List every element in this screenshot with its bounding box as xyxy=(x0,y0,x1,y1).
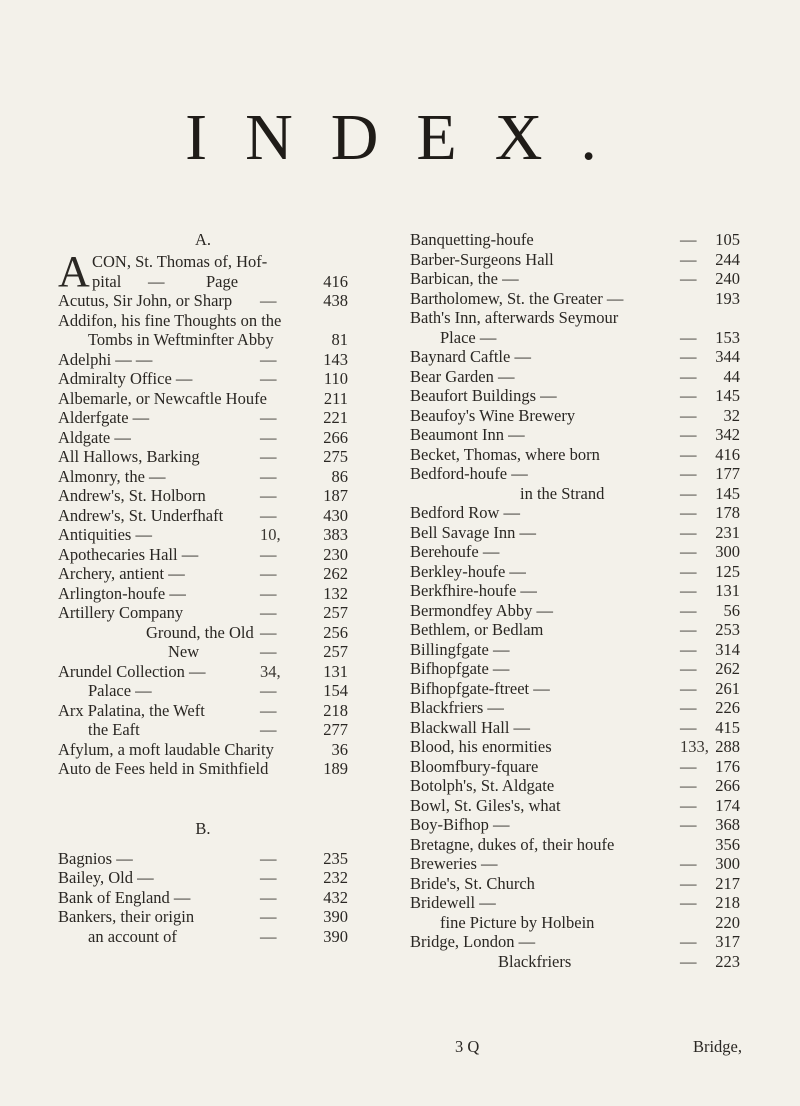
entry-text: Beaufort Buildings — xyxy=(410,386,557,405)
index-entry xyxy=(58,623,348,643)
entry-text: the Eaft xyxy=(88,720,140,739)
entry-text: Bowl, St. Giles's, what xyxy=(410,795,561,815)
entry-text: Antiquities — xyxy=(58,525,152,544)
entry-dash: — xyxy=(680,951,697,971)
page-number: 132 xyxy=(323,583,348,603)
index-entry xyxy=(58,681,348,701)
entry-text: in the Strand xyxy=(520,483,605,503)
page-title: INDEX. xyxy=(185,101,635,174)
index-entry xyxy=(410,269,740,289)
drop-cap: A xyxy=(58,247,90,296)
index-entry xyxy=(410,562,740,582)
page-number: 244 xyxy=(715,249,740,269)
index-entry xyxy=(410,367,740,387)
entry-text: Billingfgate — xyxy=(410,639,510,659)
page-number: 266 xyxy=(323,427,348,447)
page-number: 105 xyxy=(715,230,740,249)
entry-dash: — xyxy=(680,444,697,464)
entry-text: Adelphi — — xyxy=(58,349,153,369)
index-entry xyxy=(410,776,740,796)
page-number: 356 xyxy=(715,834,740,854)
page-number: 257 xyxy=(323,642,348,661)
left-column xyxy=(58,230,348,946)
page-number: 344 xyxy=(715,347,740,366)
entry-text: Bath's Inn, afterwards Seymour xyxy=(410,308,619,327)
page-number: 342 xyxy=(715,425,740,444)
index-entry xyxy=(410,874,740,894)
page-number: 125 xyxy=(715,561,740,581)
spacer xyxy=(58,841,348,849)
index-entry xyxy=(410,640,740,660)
entry-dash: 34, xyxy=(260,661,281,681)
entry-text: Berkfhire-houfe — xyxy=(410,581,537,600)
page-number: 235 xyxy=(323,848,348,868)
entry-dash: — xyxy=(680,854,697,873)
page-number: 110 xyxy=(323,369,348,388)
index-entry xyxy=(58,603,348,623)
index-entry xyxy=(58,701,348,721)
index-entry xyxy=(410,932,740,952)
index-entry xyxy=(410,679,740,699)
entry-text: Bethlem, or Bedlam xyxy=(410,620,544,639)
page-number: 221 xyxy=(323,408,348,427)
page-number: 187 xyxy=(323,486,348,505)
entry-text: Baynard Caftle — xyxy=(410,347,531,366)
entry-dash: — xyxy=(680,873,697,893)
entry-dash: — xyxy=(260,681,277,700)
index-entry xyxy=(58,720,348,740)
entry-dash: — xyxy=(260,907,277,926)
page-number: 145 xyxy=(715,386,740,405)
page-number: 256 xyxy=(323,622,348,642)
page-number: 317 xyxy=(715,932,740,951)
page-number: 368 xyxy=(715,815,740,834)
entry-text: Tombs in Weftminfter Abby xyxy=(88,330,274,349)
entry-text: Bridewell — xyxy=(410,893,496,912)
index-entry xyxy=(410,893,740,913)
index-entry xyxy=(410,601,740,621)
entry-text: Afylum, a moft laudable Charity xyxy=(58,739,274,759)
entry-text: Bailey, Old — xyxy=(58,868,154,887)
entry-text: Bell Savage Inn — xyxy=(410,522,537,542)
spacer xyxy=(58,779,348,819)
right-column xyxy=(410,230,740,971)
entry-text: Bankers, their origin xyxy=(58,907,195,926)
entry-text: Bifhopfgate — xyxy=(410,659,510,678)
index-entry xyxy=(410,620,740,640)
page-number: 218 xyxy=(323,700,348,720)
entry-text: Aldgate — xyxy=(58,427,131,447)
entry-dash: — xyxy=(260,369,277,388)
page-number: 189 xyxy=(323,759,348,778)
entry-text: Arundel Collection — xyxy=(58,661,206,681)
entry-dash: — xyxy=(680,756,697,776)
page-number: 86 xyxy=(331,466,348,486)
entry-dash: — xyxy=(680,366,697,386)
index-entry xyxy=(410,464,740,484)
index-entry xyxy=(58,740,348,760)
entry-text: Auto de Fees held in Smithfield xyxy=(58,759,269,778)
index-entry xyxy=(410,757,740,777)
entry-dash: — xyxy=(680,600,697,620)
page-number: 253 xyxy=(715,620,740,639)
entry-dash: — xyxy=(680,795,697,815)
entry-dash: — xyxy=(260,642,277,661)
entry-text: Apothecaries Hall — xyxy=(58,544,199,564)
page-number: 211 xyxy=(323,388,348,408)
entry-text: Ground, the Old xyxy=(146,622,254,642)
index-entry xyxy=(58,888,348,908)
entry-dash: 10, xyxy=(260,525,281,544)
page-number: 143 xyxy=(323,349,348,369)
entry-dash: — xyxy=(260,720,277,739)
entry-text: Palace — xyxy=(88,681,152,700)
index-entry xyxy=(410,542,740,562)
entry-dash: — xyxy=(680,347,697,366)
page-number: 193 xyxy=(715,288,740,308)
entry-text: Place — xyxy=(440,327,497,347)
entry-text: Blackfriers — xyxy=(410,698,504,717)
entry-dash: — xyxy=(260,868,277,887)
index-entry xyxy=(410,835,740,855)
entry-dash: — xyxy=(260,603,277,622)
page-number: 383 xyxy=(323,525,348,544)
entry-dash: — xyxy=(680,932,697,951)
entry-text: Admiralty Office — xyxy=(58,369,193,388)
entry-dash: 133, xyxy=(680,737,709,756)
index-entry xyxy=(58,545,348,565)
entry-dash: — xyxy=(260,466,277,486)
page-number: 240 xyxy=(715,269,740,288)
entry-dash: — xyxy=(680,230,697,249)
entry-dash: — xyxy=(680,678,697,698)
entry-dash: — xyxy=(680,581,697,600)
entry-text: Albemarle, or Newcaftle Houfe xyxy=(58,388,267,408)
page-number: 261 xyxy=(715,678,740,698)
index-entry xyxy=(410,386,740,406)
page-number: 177 xyxy=(715,464,740,483)
page-number: 275 xyxy=(323,447,348,466)
page-number: 131 xyxy=(323,661,348,681)
index-entry xyxy=(410,854,740,874)
entry-text: Beaufoy's Wine Brewery xyxy=(410,405,576,425)
entry-dash: — xyxy=(148,271,165,291)
page-number: 416 xyxy=(715,444,740,464)
index-entry xyxy=(58,584,348,604)
entry-text: Blackwall Hall — xyxy=(410,717,531,737)
index-entry xyxy=(58,907,348,927)
index-entry xyxy=(58,330,348,350)
page-number: 314 xyxy=(715,639,740,659)
index-entry xyxy=(410,250,740,270)
page-number: 56 xyxy=(723,600,740,620)
entry-text: Arlington-houfe — xyxy=(58,583,186,603)
page-number: 223 xyxy=(715,951,740,971)
page-number: 416 xyxy=(323,271,348,291)
entry-text: Addifon, his fine Thoughts on the xyxy=(58,310,282,330)
entry-dash: — xyxy=(260,408,277,427)
index-entry xyxy=(410,230,740,250)
index-entry xyxy=(58,849,348,869)
index-entry xyxy=(58,642,348,662)
index-entry xyxy=(410,718,740,738)
page-number: 300 xyxy=(715,542,740,561)
index-entry xyxy=(410,289,740,309)
entry-dash: — xyxy=(260,622,277,642)
page-number: 217 xyxy=(715,873,740,893)
index-entry xyxy=(410,406,740,426)
page-number: 218 xyxy=(715,893,740,912)
page-number: 262 xyxy=(715,659,740,678)
catchword: Bridge, xyxy=(692,1037,742,1056)
index-entry xyxy=(58,389,348,409)
page-number: 178 xyxy=(715,503,740,522)
entry-text: Barber-Surgeons Hall xyxy=(410,249,554,269)
entry-text: CON, St. Thomas of, Hof- xyxy=(92,252,268,271)
page-number: 277 xyxy=(323,720,348,739)
entry-text: Bedford-houfe — xyxy=(410,464,528,483)
entry-text: Beaumont Inn — xyxy=(410,425,525,444)
page-number: 154 xyxy=(323,681,348,700)
entry-text: Bretagne, dukes of, their houfe xyxy=(410,834,615,854)
entry-dash: — xyxy=(260,564,277,583)
entry-dash: — xyxy=(680,327,697,347)
index-entry xyxy=(410,347,740,367)
index-entry xyxy=(410,503,740,523)
index-entry xyxy=(58,369,348,389)
index-entry xyxy=(58,447,348,467)
entry-dash: — xyxy=(680,464,697,483)
index-entry xyxy=(410,659,740,679)
entry-dash: — xyxy=(680,522,697,542)
index-entry xyxy=(410,523,740,543)
page-number: 438 xyxy=(323,291,348,310)
index-entry xyxy=(410,698,740,718)
entry-text: Andrew's, St. Underfhaft xyxy=(58,505,224,525)
entry-text: Barbican, the — xyxy=(410,269,519,288)
index-entry xyxy=(410,328,740,348)
section-heading-a: A. xyxy=(194,230,212,249)
index-entry xyxy=(410,796,740,816)
entry-dash: — xyxy=(260,486,277,505)
index-entry xyxy=(58,408,348,428)
index-entry xyxy=(58,506,348,526)
index-entry xyxy=(58,350,348,370)
entry-dash: — xyxy=(680,561,697,581)
entry-text: Acutus, Sir John, or Sharp xyxy=(58,291,233,310)
entry-dash: — xyxy=(680,698,697,717)
entry-dash: — xyxy=(680,483,697,503)
entry-text: Bloomfbury-fquare xyxy=(410,756,539,776)
index-entry xyxy=(58,467,348,487)
index-entry xyxy=(58,564,348,584)
entry-text: Bear Garden — xyxy=(410,366,515,386)
index-entry xyxy=(410,952,740,972)
entries-list-right xyxy=(410,230,740,971)
entry-dash: — xyxy=(680,893,697,912)
signature-mark: 3 Q xyxy=(455,1037,480,1056)
index-entry xyxy=(410,737,740,757)
entry-text: Bank of England — xyxy=(58,887,191,907)
page-number: 131 xyxy=(715,581,740,600)
entries-list-b xyxy=(58,849,348,947)
index-entry xyxy=(410,815,740,835)
entry-text: Almonry, the — xyxy=(58,466,166,486)
entry-dash: — xyxy=(680,815,697,834)
entry-text: Bermondfey Abby — xyxy=(410,600,553,620)
entry-dash: — xyxy=(260,926,277,946)
index-entry xyxy=(58,662,348,682)
entry-text: Boy-Bifhop — xyxy=(410,815,510,834)
page-number: 266 xyxy=(715,776,740,795)
page-number: 220 xyxy=(715,912,740,932)
entry-dash: — xyxy=(260,291,277,310)
page-number: 430 xyxy=(323,505,348,525)
page-number: 81 xyxy=(331,330,348,349)
entry-dash: — xyxy=(680,386,697,405)
index-entry xyxy=(58,311,348,331)
entry-text: fine Picture by Holbein xyxy=(440,912,595,932)
entry-text: Botolph's, St. Aldgate xyxy=(410,776,555,795)
entry-text: Bifhopfgate-ftreet — xyxy=(410,678,550,698)
entry-text: Blood, his enormities xyxy=(410,737,552,756)
entry-dash: — xyxy=(260,583,277,603)
index-entry xyxy=(410,581,740,601)
index-entry xyxy=(58,291,348,311)
page-number: 174 xyxy=(715,795,740,815)
entry-text: Bedford Row — xyxy=(410,503,520,522)
entry-dash: — xyxy=(680,405,697,425)
page-number: 145 xyxy=(715,483,740,503)
page-number: 153 xyxy=(715,327,740,347)
entry-text: Alderfgate — xyxy=(58,408,150,427)
entry-text: Archery, antient — xyxy=(58,564,185,583)
index-entry xyxy=(58,525,348,545)
entry-dash: — xyxy=(680,620,697,639)
entry-text: Breweries — xyxy=(410,854,498,873)
page-number: 232 xyxy=(323,868,348,887)
page-label: Page xyxy=(206,271,239,291)
entry-text: All Hallows, Barking xyxy=(58,447,200,466)
entry-dash: — xyxy=(260,700,277,720)
entry-text: Bridge, London — xyxy=(410,932,536,951)
entry-dash: — xyxy=(260,544,277,564)
entry-text-continued: pital xyxy=(92,271,122,291)
page-number: 36 xyxy=(331,739,348,759)
page-number: 176 xyxy=(715,756,740,776)
entry-dash: — xyxy=(260,447,277,466)
section-heading-b: B. xyxy=(195,818,211,838)
entry-dash: — xyxy=(680,503,697,522)
page-number: 32 xyxy=(723,405,740,425)
entry-dash: — xyxy=(680,249,697,269)
entry-text: Blackfriers xyxy=(498,951,572,971)
page-number: 432 xyxy=(323,887,348,907)
entry-dash: — xyxy=(680,776,697,795)
page-number: 390 xyxy=(323,907,348,926)
page-number: 230 xyxy=(323,544,348,564)
entry-text: Artillery Company xyxy=(58,603,184,622)
first-entry xyxy=(58,247,348,296)
entry-dash: — xyxy=(680,639,697,659)
entry-dash: — xyxy=(680,542,697,561)
entry-text: Bartholomew, St. the Greater — xyxy=(410,288,624,308)
index-entry xyxy=(410,425,740,445)
page-number: 226 xyxy=(715,698,740,717)
page-number: 44 xyxy=(723,366,740,386)
entry-dash: — xyxy=(260,505,277,525)
entry-text: Bride's, St. Church xyxy=(410,873,535,893)
entry-text: Becket, Thomas, where born xyxy=(410,444,600,464)
entry-dash: — xyxy=(680,717,697,737)
entry-dash: — xyxy=(260,349,277,369)
page-number: 257 xyxy=(323,603,348,622)
page-number: 390 xyxy=(323,926,348,946)
index-entry xyxy=(410,445,740,465)
index-entry xyxy=(58,927,348,947)
page-number: 300 xyxy=(715,854,740,873)
entry-dash: — xyxy=(680,659,697,678)
entry-dash: — xyxy=(260,887,277,907)
index-entry xyxy=(58,868,348,888)
index-entry xyxy=(58,428,348,448)
entry-dash: — xyxy=(260,427,277,447)
entry-text: Arx Palatina, the Weft xyxy=(58,700,205,720)
entry-text: Andrew's, St. Holborn xyxy=(58,486,206,505)
entry-text: an account of xyxy=(88,926,177,946)
entry-dash: — xyxy=(260,848,277,868)
entry-text: Bagnios — xyxy=(58,848,133,868)
entry-text: Berehoufe — xyxy=(410,542,500,561)
page-number: 288 xyxy=(715,737,740,756)
entry-dash: — xyxy=(680,425,697,444)
entry-text: New xyxy=(168,642,200,661)
index-entry xyxy=(410,308,740,328)
entries-list-a xyxy=(58,291,348,779)
entry-text: Berkley-houfe — xyxy=(410,561,526,581)
index-entry xyxy=(410,913,740,933)
entry-dash: — xyxy=(680,269,697,288)
page-number: 231 xyxy=(715,522,740,542)
page-number: 415 xyxy=(715,717,740,737)
index-entry xyxy=(410,484,740,504)
index-entry xyxy=(58,486,348,506)
index-entry xyxy=(58,759,348,779)
page-number: 262 xyxy=(323,564,348,583)
entry-text: Banquetting-houfe xyxy=(410,230,534,249)
